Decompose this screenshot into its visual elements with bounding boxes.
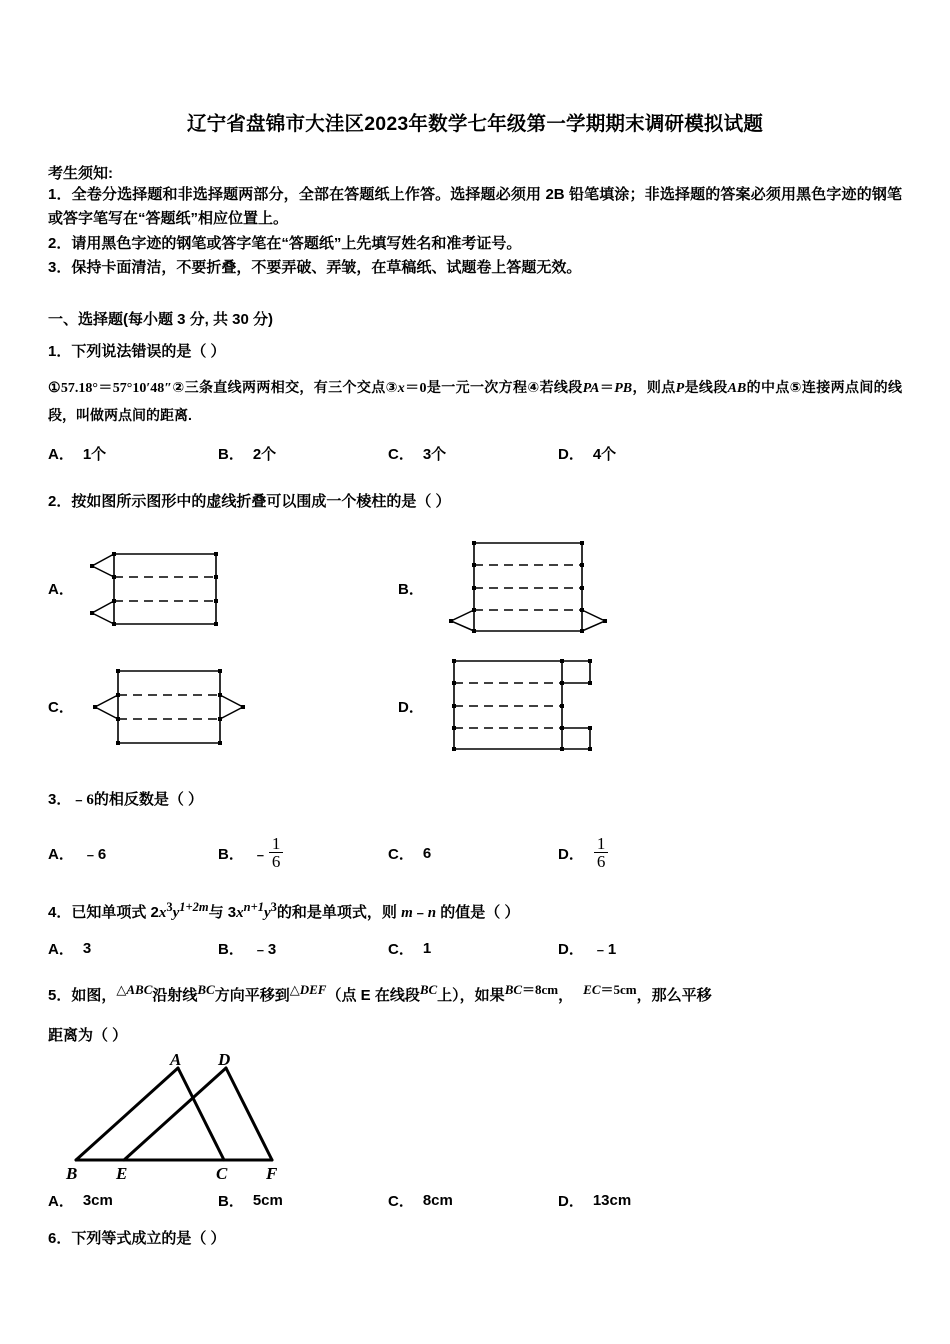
vertex-label-C: C	[216, 1163, 228, 1182]
option-row-item[interactable]	[558, 833, 728, 872]
option-label: B．	[218, 846, 244, 864]
option-label: A．	[48, 846, 74, 864]
option-row-item[interactable]	[48, 938, 218, 959]
question-4-stem	[48, 897, 902, 925]
option-value: ﹣3	[252, 940, 277, 958]
q5-abc: △ABC	[116, 981, 153, 997]
option-row-item[interactable]	[558, 443, 728, 464]
option-value: 5cm	[252, 1191, 283, 1209]
question-3-number: 3．	[48, 790, 72, 808]
notice-heading: 考生须知:	[48, 165, 113, 182]
q4-text-d: 的值是（ ）	[436, 903, 520, 921]
q1-part3-eq: ＝	[599, 381, 615, 397]
option-value: 8cm	[422, 1191, 453, 1209]
figure-cell-c	[48, 661, 398, 753]
q5-comma: ，	[558, 986, 574, 1004]
option-value: 1个	[82, 445, 107, 463]
option-label: B．	[218, 940, 244, 958]
q5-bc-value: ＝8cm	[522, 981, 559, 997]
option-row-item[interactable]	[218, 1190, 388, 1211]
option-label: D．	[558, 1192, 584, 1210]
q1-part5: 是线段	[684, 379, 728, 396]
question-3-stem	[48, 788, 902, 812]
question-5-figure-wrap	[48, 1054, 902, 1186]
question-2-stem	[48, 490, 902, 514]
net-option-c	[86, 661, 271, 753]
option-label: C．	[388, 445, 414, 463]
option-value: 1	[422, 939, 432, 957]
question-3-value: ﹣6	[71, 791, 94, 808]
vertex-label-A: A	[170, 1053, 182, 1069]
option-label: D．	[558, 445, 584, 463]
figure-cell-d	[398, 653, 625, 761]
figure-label-a: A．	[48, 581, 74, 599]
fraction-denominator: 6	[269, 852, 284, 871]
option-label: C．	[388, 940, 414, 958]
q4-y1-exp: 1+2m	[179, 899, 209, 914]
option-row-item[interactable]	[48, 443, 218, 464]
option-row-item[interactable]	[218, 833, 388, 872]
question-6-number: 6．	[48, 1229, 72, 1247]
q4-y2: y	[263, 904, 271, 921]
vertex-label-B: B	[66, 1163, 78, 1182]
vertex-label-E: E	[116, 1163, 128, 1182]
q5-text-3: 方向平移到	[214, 986, 290, 1004]
fraction-numerator: 1	[271, 833, 281, 853]
question-2-text: 按如图所示图形中的虚线折叠可以围成一个棱柱的是（ ）	[71, 492, 451, 510]
q5-def: △DEF	[289, 981, 327, 997]
option-value: 3个	[422, 445, 447, 463]
option-row-item[interactable]	[558, 938, 728, 959]
q1-part1-math: 57.18°＝57°10′48″	[60, 381, 173, 397]
option-row-item[interactable]	[218, 443, 388, 464]
option-label: D．	[558, 940, 584, 958]
section-heading: 一、选择题(每小题 3 分, 共 30 分)	[48, 311, 274, 329]
option-label: B．	[218, 1192, 244, 1210]
q5-bc2: BC	[419, 981, 438, 997]
option-label: C．	[388, 1192, 414, 1210]
figure-cell-b	[398, 535, 625, 643]
question-3-options	[48, 825, 902, 883]
option-row-item[interactable]	[48, 1190, 218, 1211]
q1-part2-eq: ＝0	[404, 381, 427, 397]
q4-text-b: 与 3	[208, 903, 237, 921]
option-label: A．	[48, 445, 74, 463]
q5-text-4: （点 E 在线段	[326, 986, 420, 1004]
question-5-stem-cont	[48, 1024, 902, 1048]
q1-part6: 的中点⑤连接两点间的线段，叫做两点间的距离.	[48, 379, 903, 424]
figure-label-b: B．	[398, 581, 424, 599]
net-option-a	[86, 544, 256, 634]
fraction-numerator: 1	[596, 833, 606, 853]
figure-label-d: D．	[398, 699, 424, 717]
option-row-item[interactable]	[388, 1190, 558, 1211]
option-label: D．	[558, 846, 584, 864]
option-row-item[interactable]	[388, 443, 558, 464]
q5-text-6: ，那么平移	[636, 986, 712, 1004]
option-row-item[interactable]	[388, 938, 558, 959]
fraction	[594, 835, 609, 871]
q1-part3-math2: PB	[614, 381, 633, 397]
q5-text-1: 如图，	[71, 986, 117, 1004]
fraction-denominator: 6	[594, 852, 609, 871]
q1-part3-math: PA	[582, 381, 600, 397]
option-label: A．	[48, 940, 74, 958]
option-row-item[interactable]	[218, 938, 388, 959]
question-4-number: 4．	[48, 903, 72, 921]
question-5-stem	[48, 977, 902, 1012]
vertex-label-D: D	[218, 1053, 231, 1069]
page-title: 辽宁省盘锦市大洼区2023年数学七年级第一学期期末调研模拟试题	[186, 113, 764, 135]
option-row-item[interactable]	[48, 843, 218, 864]
question-5-number: 5．	[48, 986, 72, 1004]
q4-n: n	[427, 904, 437, 921]
question-6-text: 下列等式成立的是（ ）	[71, 1229, 226, 1247]
option-sign: ﹣	[252, 846, 268, 864]
figure-row-top	[48, 530, 902, 648]
question-2-number: 2．	[48, 492, 72, 510]
q5-bc3: BC	[504, 981, 523, 997]
question-1-options	[48, 443, 902, 464]
question-5-options	[48, 1190, 902, 1211]
translated-triangles-figure	[58, 1054, 318, 1182]
notice-item-3: 3．保持卡面清洁，不要折叠，不要弄破、弄皱，在草稿纸、试题卷上答题无效。	[48, 258, 582, 276]
question-2-figures	[48, 530, 902, 766]
option-value: 6	[422, 845, 432, 863]
q4-minus: ﹣	[412, 903, 428, 921]
vertex-label-F: F	[266, 1163, 278, 1182]
figure-cell-a	[48, 544, 398, 634]
question-3-text: 的相反数是（ ）	[93, 790, 204, 808]
question-4-options	[48, 938, 902, 959]
notice-item-2: 2．请用黑色字迹的钢笔或答字笔在“答题纸”上先填写姓名和准考证号。	[48, 234, 522, 252]
option-value: 3	[82, 939, 92, 957]
q1-part5-math: AB	[727, 381, 747, 397]
option-row-item[interactable]	[388, 843, 558, 864]
q4-x2: x	[236, 904, 244, 921]
option-label: B．	[218, 445, 244, 463]
q5-text-5: 上），如果	[437, 986, 505, 1004]
q4-x2-exp: n+1	[243, 899, 264, 914]
q1-part2-math: x	[397, 381, 405, 397]
figure-row-bottom	[48, 648, 902, 766]
question-1-text: 下列说法错误的是（ ）	[71, 343, 226, 361]
question-1-number: 1．	[48, 343, 72, 361]
question-1-subparts	[48, 374, 902, 430]
option-value: 2个	[252, 445, 277, 463]
figure-label-c: C．	[48, 699, 74, 717]
q4-y1: y	[172, 904, 180, 921]
q4-y2-exp: 3	[270, 899, 277, 914]
q4-x1-exp: 3	[166, 899, 173, 914]
option-label: A．	[48, 1192, 74, 1210]
q4-m: m	[401, 904, 413, 921]
net-option-b	[440, 535, 625, 643]
q1-part1-prefix: ①	[48, 381, 61, 397]
q4-text-a: 已知单项式 2	[71, 903, 159, 921]
option-value: 4个	[592, 445, 617, 463]
q1-part3: 是一元一次方程④若线段	[426, 379, 583, 396]
q4-text-c: 的和是单项式，则	[276, 903, 402, 921]
q5-ec: EC	[583, 981, 601, 997]
q5-ec-value: ＝5cm	[600, 981, 637, 997]
option-value: 3cm	[82, 1191, 113, 1209]
notice-item-1: 1．全卷分选择题和非选择题两部分，全部在答题纸上作答。选择题必须用 2B 铅笔填涂；非选择题的答案必须用黑色字迹的钢笔或答字笔写在“答题纸”相应位置上。	[48, 186, 902, 228]
q5-bc1: BC	[197, 981, 215, 997]
q1-part4-math: P	[675, 381, 685, 397]
question-1-stem	[48, 340, 902, 364]
q1-part4: ，则点	[632, 379, 676, 396]
q5-text-7: 距离为（ ）	[48, 1026, 128, 1044]
option-label: C．	[388, 846, 414, 864]
q4-x1: x	[158, 904, 167, 921]
option-value: ﹣1	[592, 940, 617, 958]
q1-part2: ②三条直线两两相交，有三个交点③	[172, 379, 398, 396]
option-row-item[interactable]	[558, 1190, 728, 1211]
option-value: ﹣6	[82, 846, 107, 864]
option-value: 13cm	[592, 1191, 632, 1209]
question-6-stem	[48, 1227, 902, 1251]
q5-text-2: 沿射线	[152, 986, 198, 1004]
fraction	[269, 835, 284, 871]
net-option-d	[440, 653, 625, 761]
